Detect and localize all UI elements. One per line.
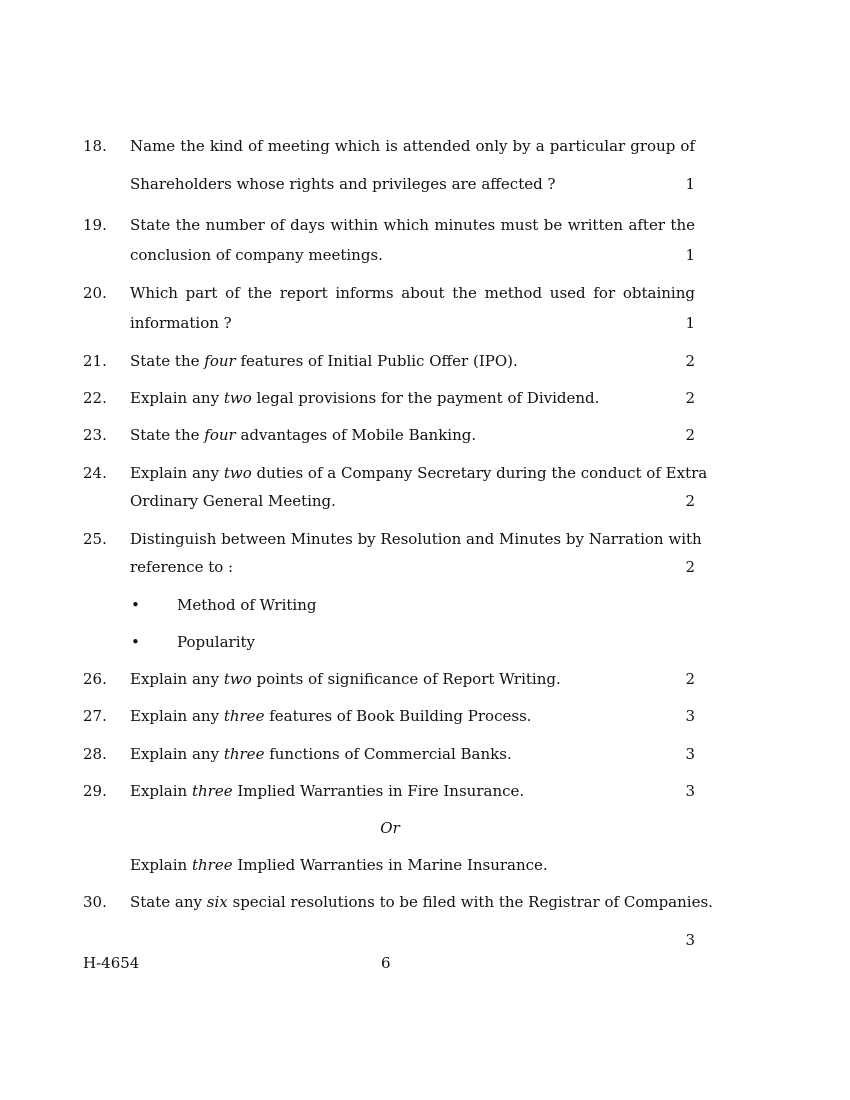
question-text: Explain any three functions of Commercial Banks.	[130, 745, 512, 763]
question-text: Explain three Implied Warranties in Fire Insurance.	[130, 782, 525, 800]
question-marks: 2	[685, 670, 695, 688]
question-text-line-2: Ordinary General Meeting.	[130, 492, 336, 510]
question-number: 30.	[83, 893, 107, 911]
question-marks: 2	[685, 352, 695, 370]
question-text: State the four features of Initial Public Offer (IPO).	[130, 352, 518, 370]
question-number: 24.	[83, 464, 107, 482]
question-marks: 2	[685, 492, 695, 510]
question-marks: 3	[685, 931, 695, 949]
bullet-item: Method of Writing	[177, 596, 317, 614]
question-marks: 2	[685, 426, 695, 444]
question-text-line-2: Shareholders whose rights and privileges are affected ?	[130, 175, 556, 193]
question-text: State any six special resolutions to be filed with the Registrar of Companies.	[130, 893, 713, 911]
question-text-line-1: Distinguish between Minutes by Resolution and Minutes by Narration with	[130, 530, 702, 548]
question-number: 18.	[83, 137, 107, 155]
question-text-line-1: Name the kind of meeting which is attended only by a particular group of	[130, 137, 695, 155]
question-text: Explain any two points of significance of Report Writing.	[130, 670, 561, 688]
question-text-line-1: Explain any two duties of a Company Secretary during the conduct of Extra	[130, 464, 708, 482]
question-marks: 2	[685, 389, 695, 407]
paper-code: H-4654	[83, 954, 140, 972]
question-marks: 1	[685, 314, 695, 332]
question-number: 23.	[83, 426, 107, 444]
question-marks: 3	[685, 745, 695, 763]
question-alternative-text: Explain three Implied Warranties in Marine Insurance.	[130, 856, 548, 874]
question-text-line-1: Which part of the report informs about the method used for obtaining	[130, 284, 695, 302]
question-number: 28.	[83, 745, 107, 763]
question-marks: 3	[685, 782, 695, 800]
question-number: 21.	[83, 352, 107, 370]
page-number: 6	[381, 954, 391, 972]
question-marks: 3	[685, 707, 695, 725]
question-marks: 2	[685, 558, 695, 576]
question-number: 27.	[83, 707, 107, 725]
question-number: 20.	[83, 284, 107, 302]
question-text-line-2: conclusion of company meetings.	[130, 246, 383, 264]
bullet-icon: •	[131, 596, 140, 614]
question-text-line-2: reference to :	[130, 558, 234, 576]
bullet-icon: •	[131, 633, 140, 651]
question-text: Explain any three features of Book Building Process.	[130, 707, 532, 725]
question-marks: 1	[685, 175, 695, 193]
question-text-line-1: State the number of days within which minutes must be written after the	[130, 216, 695, 234]
question-text-line-2: information ?	[130, 314, 232, 332]
question-text: State the four advantages of Mobile Banking.	[130, 426, 477, 444]
question-marks: 1	[685, 246, 695, 264]
bullet-item: Popularity	[177, 633, 255, 651]
question-text: Explain any two legal provisions for the payment of Dividend.	[130, 389, 600, 407]
question-number: 29.	[83, 782, 107, 800]
question-number: 25.	[83, 530, 107, 548]
or-separator: Or	[380, 819, 400, 837]
question-number: 22.	[83, 389, 107, 407]
question-number: 19.	[83, 216, 107, 234]
question-number: 26.	[83, 670, 107, 688]
